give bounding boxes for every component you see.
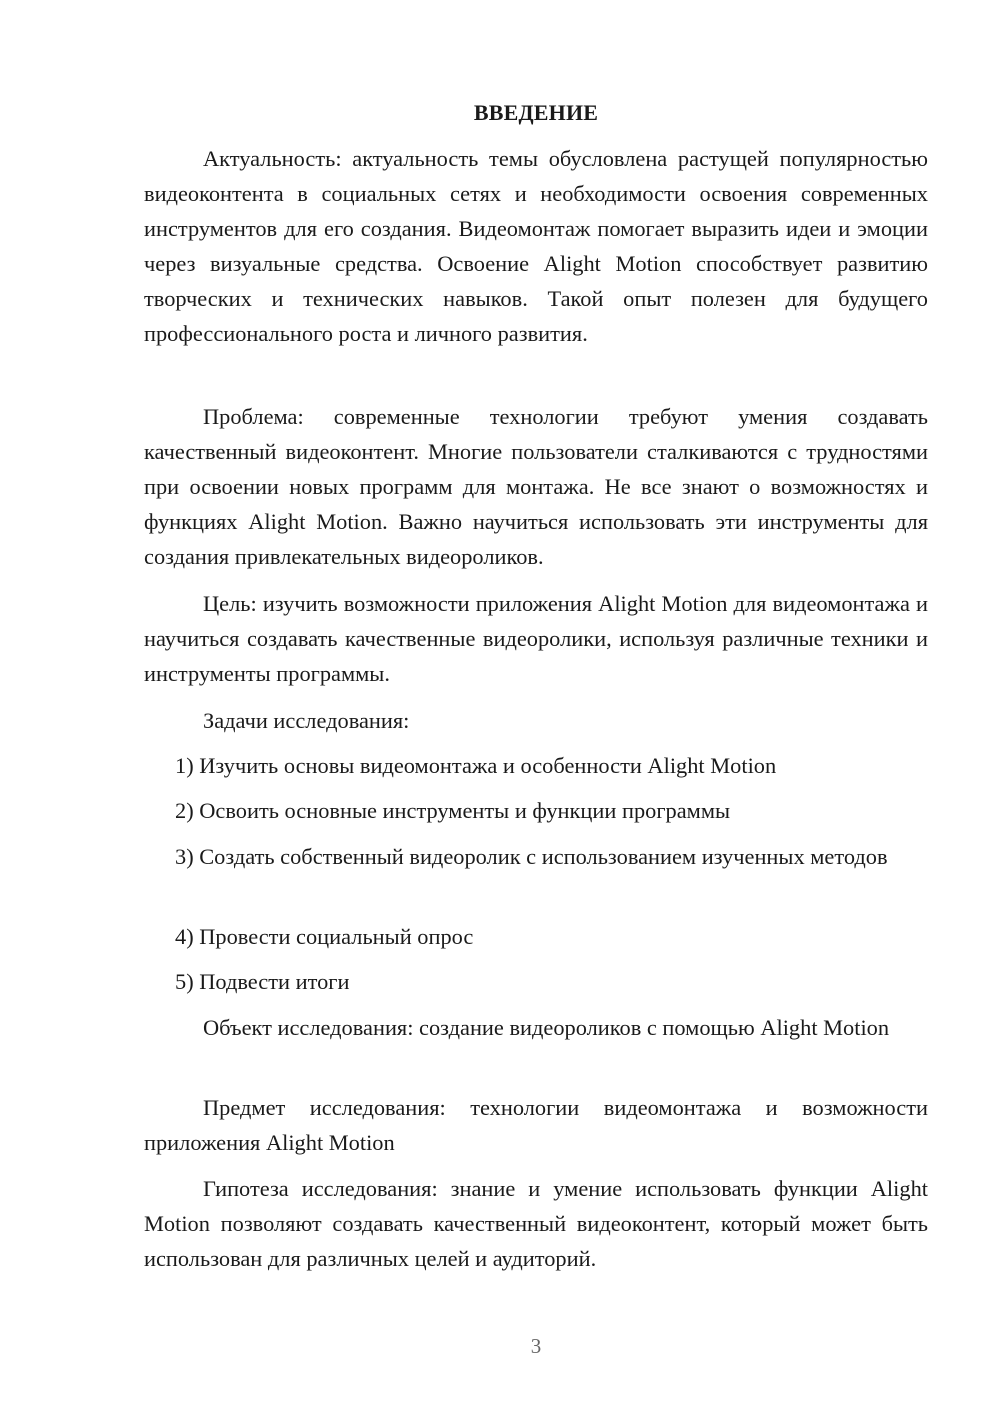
page-number: 3 [530, 1334, 542, 1358]
list-item: 4) Провести социальный опрос [175, 924, 474, 949]
list-item: 2) Освоить основные инструменты и функции программы [175, 798, 731, 823]
paragraph-hypothesis: Гипотеза исследования: знание и умение использовать функции Alight Motion позволяют создавать качественный видеоконтент, который может быть использован для различных целей и аудиторий. [144, 1176, 928, 1271]
list-item: 5) Подвести итоги [175, 969, 350, 994]
paragraph-subject: Предмет исследования: технологии видеомонтажа и возможности приложения Alight Motion [144, 1095, 928, 1155]
list-item: 3) Создать собственный видеоролик с использованием изученных методов [175, 844, 888, 869]
section-heading: ВВЕДЕНИЕ [473, 100, 599, 125]
paragraph-object: Объект исследования: создание видеороликов с помощью Alight Motion [203, 1015, 890, 1040]
paragraph-relevance: Актуальность: актуальность темы обусловлена растущей популярностью видеоконтента в социальных сетях и необходимости освоения современных инструментов для его создания. Видеомонтаж помогает выразить идеи и эмоции через визуальные средства. Освоение Alight Motion способствует развитию творческих и технических навыков. Такой опыт полезен для будущего профессионального роста и личного развития. [144, 146, 928, 346]
paragraph-goal: Цель: изучить возможности приложения Alight Motion для видеомонтажа и научиться создавать качественные видеоролики, используя различные техники и инструменты программы. [144, 591, 928, 686]
list-item: 1) Изучить основы видеомонтажа и особенности Alight Motion [175, 753, 777, 778]
paragraph-problem: Проблема: современные технологии требуют умения создавать качественный видеоконтент. Многие пользователи сталкиваются с трудностями при освоении новых программ для монтажа. Не все знают о возможностях и функциях Alight Motion. Важно научиться использовать эти инструменты для создания привлекательных видеороликов. [144, 404, 928, 569]
paragraph-tasks-title: Задачи исследования: [203, 708, 410, 733]
